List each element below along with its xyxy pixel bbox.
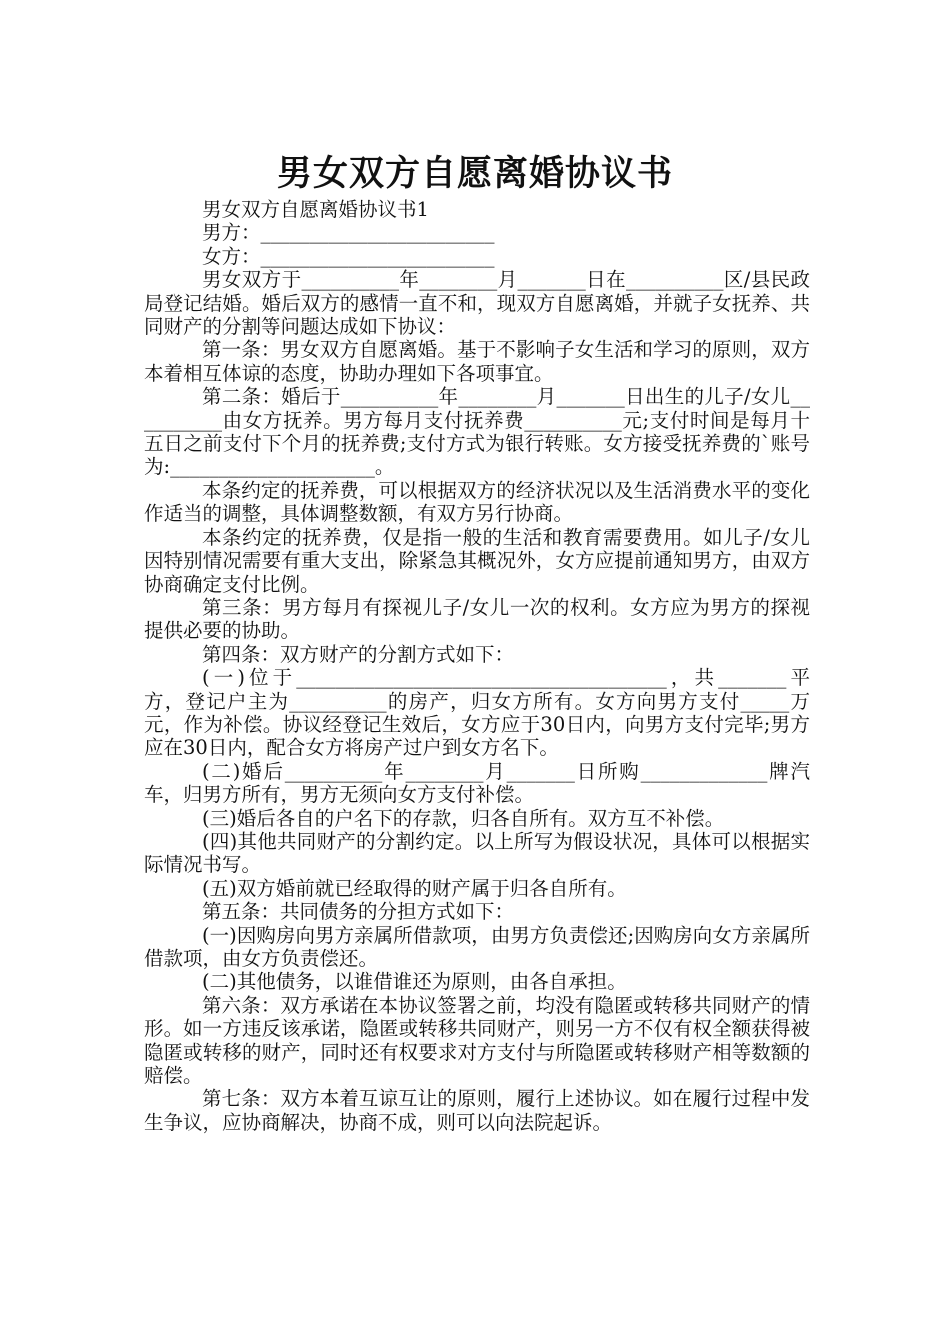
document-body bbox=[144, 198, 810, 1134]
husband-line: 男方：________________________ bbox=[202, 221, 495, 245]
subtitle: 男女双方自愿离婚协议书1 bbox=[202, 198, 429, 221]
article-7: 第七条：双方本着互谅互让的原则，履行上述协议。如在履行过程中发生争议，应协商解决，协商不成，则可以向法院起诉。 bbox=[144, 1087, 810, 1134]
article-2-note-1: 本条约定的抚养费，可以根据双方的经济状况以及生活消费水平的变化作适当的调整，具体调整数额，有双方另行协商。 bbox=[144, 478, 810, 526]
article-4-item-5: (五)双方婚前就已经取得的财产属于归各自所有。 bbox=[202, 876, 627, 900]
article-4-item-2: (二)婚后__________年________月_______日所购_____________牌汽车，归男方所有，男方无须向女方支付补偿。 bbox=[144, 759, 810, 807]
wife-line: 女方：________________________ bbox=[202, 244, 495, 268]
article-2-note-2: 本条约定的抚养费，仅是指一般的生活和教育需要费用。如儿子/女儿因特别情况需要有重大支出，除紧急其概况外，女方应提前通知男方，由双方协商确定支付比例。 bbox=[144, 525, 810, 596]
article-5: 第五条：共同债务的分担方式如下： bbox=[202, 900, 515, 924]
article-4: 第四条：双方财产的分割方式如下： bbox=[202, 642, 515, 666]
article-4-item-3: (三)婚后各自的户名下的存款，归各自所有。双方互不补偿。 bbox=[202, 806, 725, 830]
article-5-item-1: (一)因购房向男方亲属所借款项，由男方负责偿还;因购房向女方亲属所借款项，由女方负责偿还。 bbox=[144, 923, 810, 970]
article-4-item-4: (四)其他共同财产的分割约定。以上所写为假设状况，具体可以根据实际情况书写。 bbox=[144, 829, 810, 877]
article-3: 第三条：男方每月有探视儿子/女儿一次的权利。女方应为男方的探视提供必要的协助。 bbox=[144, 595, 810, 643]
article-4-item-1: (一)位于______________________________________，共_______平方，登记户主为__________的房产，归女方所有。女方向男方支付_____万元，作为补偿。协议经登记生效后，女方应于30日内，向男方支付完毕;男方应在30日内，配合女方将房产过户到女方名下。 bbox=[144, 666, 810, 760]
article-6: 第六条：双方承诺在本协议签署之前，均没有隐匿或转移共同财产的情形。如一方违反该承诺，隐匿或转移共同财产，则另一方不仅有权全额获得被隐匿或转移的财产，同时还有权要求对方支付与所隐匿或转移财产相等数额的赔偿。 bbox=[144, 993, 810, 1088]
document-title: 男女双方自愿离婚协议书 bbox=[276, 153, 673, 195]
article-5-item-2: (二)其他债务，以谁借谁还为原则，由各自承担。 bbox=[202, 970, 627, 994]
preamble-paragraph: 男女双方于__________年________月_______日在__________区/县民政局登记结婚。婚后双方的感情一直不和，现双方自愿离婚，并就子女抚养、共同财产的分割等问题达成如下协议： bbox=[144, 268, 810, 339]
article-1: 第一条：男女双方自愿离婚。基于不影响子女生活和学习的原则，双方本着相互体谅的态度，协助办理如下各项事宜。 bbox=[144, 338, 810, 385]
article-2: 第二条：婚后于__________年________月_______日出生的儿子/女儿__________由女方抚养。男方每月支付抚养费__________元;支付时间是每月十五日之前支付下个月的抚养费;支付方式为银行转账。女方接受抚养费的`账号为:_____________________。 bbox=[144, 385, 810, 479]
